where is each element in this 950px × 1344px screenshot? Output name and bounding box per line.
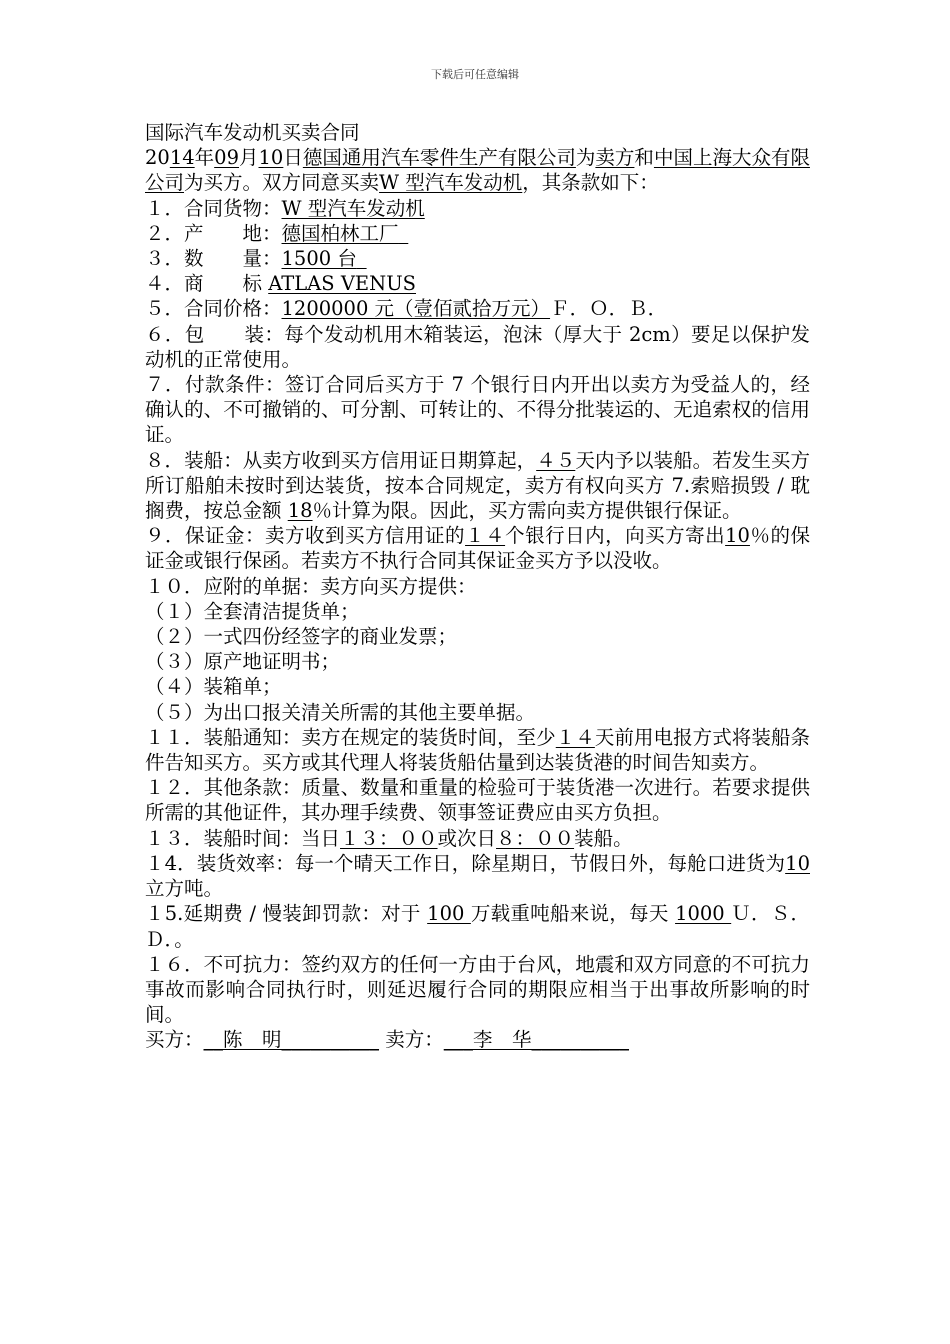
- clause-8: ８．装船：从卖方收到买方信用证日期算起，４５天内予以装船。若发生买方所订船舶未按时到达装货，按本合同规定，卖方有权向买方 7.索赔损毁 / 耽搁费，按总金额 18％计算为限。因此，买方需向卖方提供银行保证。: [145, 448, 810, 523]
- quantity-value: 1500 台: [281, 247, 357, 271]
- clause-14: １4．装货效率：每一个晴天工作日，除星期日，节假日外，每舱口进货为10 立方吨。: [145, 851, 810, 901]
- buyer-company: 中国上海大众有限公司: [145, 146, 810, 195]
- compensation-percent: 18: [287, 499, 313, 523]
- loading-time-2: ８：００: [496, 826, 575, 850]
- notice-days: １４: [555, 725, 595, 749]
- clause-16: １６．不可抗力：签约双方的任何一方由于台风，地震和双方同意的不可抗力事故而影响合同执行时，则延迟履行合同的期限应相当于出事故所影响的时间。: [145, 952, 810, 1027]
- goods-value: W 型汽车发动机: [281, 196, 425, 220]
- loading-time-1: １３：００: [340, 826, 438, 850]
- ship-tonnage: 100: [427, 902, 471, 926]
- document-item: （５）为出口报关清关所需的其他主要单据。: [145, 700, 536, 724]
- seller-company: 德国通用汽车零件生产有限公司: [302, 146, 576, 170]
- clause-13: １３．装船时间：当日１３：００或次日８：００装船。: [145, 826, 633, 850]
- loading-rate: 10: [785, 851, 810, 875]
- clause-9: ９．保证金：卖方收到买方信用证的１４个银行日内，向买方寄出10％的保证金或银行保函。若卖方不执行合同其保证金买方予以没收。: [145, 524, 810, 573]
- seller-signature-label: 卖方：: [385, 1028, 444, 1052]
- clause-1: １．合同货物：W 型汽车发动机: [145, 196, 425, 220]
- clause-10: １０．应附的单据：卖方向买方提供：: [145, 574, 477, 598]
- trademark-value: ATLAS VENUS: [268, 272, 416, 296]
- clause-2: ２．产 地：德国柏林工厂: [145, 221, 399, 245]
- buyer-signature-name: __陈 明__________: [203, 1028, 380, 1052]
- product-name: W 型汽车发动机: [379, 171, 523, 195]
- origin-value: 德国柏林工厂: [281, 221, 399, 245]
- seller-signature-name: ___李 华__________: [443, 1028, 630, 1052]
- document-item: （３）原产地证明书；: [145, 650, 341, 674]
- page-header: 下载后可任意编辑: [431, 68, 519, 81]
- clause-4: ４．商 标 ATLAS VENUS: [145, 272, 416, 296]
- clause-3: ３．数 量：1500 台: [145, 247, 357, 271]
- buyer-signature-label: 买方：: [145, 1028, 204, 1052]
- intro-paragraph: 2014年09月10日德国通用汽车零件生产有限公司为卖方和中国上海大众有限公司为买方。双方同意买卖W 型汽车发动机，其条款如下：: [145, 146, 810, 195]
- clause-12: １２．其他条款：质量、数量和重量的检验可于装货港一次进行。若要求提供所需的其他证件，其办理手续费、领事签证费应由买方负担。: [145, 776, 810, 825]
- document-item: （１）全套清洁提货单；: [145, 599, 360, 623]
- clause-6: ６．包 装：每个发动机用木箱装运，泡沫（厚大于 2cm）要足以保护发动机的正常使用。: [145, 322, 810, 371]
- deposit-days: １４: [465, 524, 506, 548]
- document-item: （４）装箱单；: [145, 675, 282, 699]
- signature-line: [145, 1027, 810, 1052]
- day-value: 10: [258, 146, 284, 170]
- contract-title: 国际汽车发动机买卖合同: [145, 121, 360, 144]
- seller-role: 卖方: [595, 146, 635, 170]
- year-value: 14: [169, 146, 195, 170]
- penalty-amount: 1000: [675, 902, 732, 926]
- document-item: （２）一式四份经签字的商业发票；: [145, 625, 458, 649]
- clause-7: ７．付款条件：签订合同后买方于 7 个银行日内开出以卖方为受益人的，经确认的、不可撤销的、可分割、可转让的、不得分批装运的、无追索权的信用证。: [145, 373, 810, 447]
- clause-11: １１．装船通知：卖方在规定的装货时间，至少１４天前用电报方式将装船条件告知买方。买方或其代理人将装货船估量到达装货港的时间告知卖方。: [145, 725, 810, 775]
- deposit-percent: 10: [725, 524, 750, 548]
- contract-body: [145, 120, 810, 1053]
- shipment-days: ４５: [536, 448, 576, 472]
- month-value: 09: [214, 146, 239, 170]
- clause-5: ５．合同价格：1200000 元（壹佰贰拾万元）Ｆ．Ｏ．Ｂ．: [145, 297, 668, 321]
- clause-15: １5.延期费 / 慢装卸罚款：对于 100 万载重吨船来说，每天 1000 Ｕ．Ｓ．Ｄ．。: [145, 902, 811, 951]
- price-value: 1200000 元（壹佰贰拾万元）: [281, 297, 551, 321]
